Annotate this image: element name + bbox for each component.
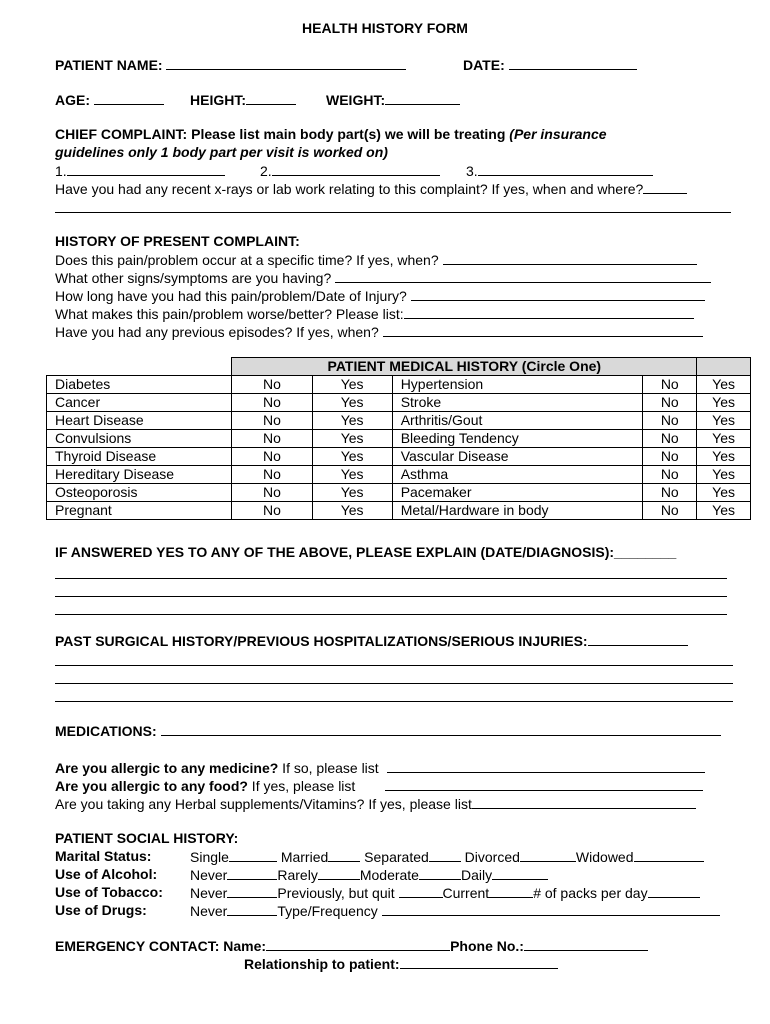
weight-label: WEIGHT:	[326, 92, 386, 108]
age-row	[55, 91, 164, 109]
present-q4-row	[55, 305, 694, 323]
emergency-phone-field[interactable]	[524, 937, 648, 951]
no-option[interactable]: No	[643, 412, 697, 430]
table-row	[47, 502, 751, 520]
condition-left: Pregnant	[47, 502, 232, 520]
food-allergy-row	[55, 777, 703, 795]
yes-option[interactable]: Yes	[697, 376, 751, 394]
condition-left: Diabetes	[47, 376, 232, 394]
no-option[interactable]: No	[232, 430, 312, 448]
condition-right: Bleeding Tendency	[392, 430, 643, 448]
alcohol-rarely-field[interactable]	[318, 866, 360, 880]
table-row	[47, 430, 751, 448]
marital-single-field[interactable]	[229, 848, 277, 862]
tobacco-previously-field[interactable]	[399, 884, 443, 898]
complaint-item-1	[55, 162, 225, 180]
medical-history-header-row	[47, 358, 751, 376]
tobacco-never: Never	[190, 885, 228, 901]
no-option[interactable]: No	[232, 376, 312, 394]
weight-field[interactable]	[385, 91, 460, 105]
xray-field[interactable]	[643, 180, 687, 194]
marital-widowed-field[interactable]	[634, 848, 704, 862]
date-row	[463, 56, 637, 74]
food-allergy-field[interactable]	[385, 777, 703, 791]
drugs-options	[190, 902, 720, 920]
medicine-allergy-field[interactable]	[387, 759, 705, 773]
yes-option[interactable]: Yes	[312, 502, 392, 520]
emergency-name-field[interactable]	[266, 937, 450, 951]
table-row	[47, 412, 751, 430]
marital-options	[190, 848, 704, 866]
marital-single: Single	[190, 849, 229, 865]
height-row	[190, 91, 296, 109]
yes-option[interactable]: Yes	[312, 430, 392, 448]
herbal-row	[55, 795, 696, 813]
present-q1-field[interactable]	[443, 251, 697, 265]
no-option[interactable]: No	[232, 466, 312, 484]
surgical-line-1[interactable]	[55, 665, 733, 666]
present-q3: How long have you had this pain/problem/Date of Injury?	[55, 288, 407, 304]
height-field[interactable]	[246, 91, 296, 105]
tobacco-packs-field[interactable]	[648, 884, 700, 898]
present-q5-field[interactable]	[383, 323, 703, 337]
age-field[interactable]	[94, 91, 164, 105]
header-filler	[697, 358, 751, 376]
emergency-name-label: Name:	[223, 938, 267, 954]
present-q3-row	[55, 287, 705, 305]
marital-separated-field[interactable]	[429, 848, 461, 862]
present-q1: Does this pain/problem occur at a specific time? If yes, when?	[55, 252, 439, 268]
table-row	[47, 448, 751, 466]
header-blank	[47, 358, 232, 376]
patient-name-row	[55, 56, 406, 74]
condition-right: Metal/Hardware in body	[392, 502, 643, 520]
no-option[interactable]: No	[643, 448, 697, 466]
medical-history-header: PATIENT MEDICAL HISTORY (Circle One)	[232, 358, 697, 376]
date-label: DATE:	[463, 57, 505, 73]
drugs-never: Never	[190, 903, 228, 919]
tobacco-current-field[interactable]	[489, 884, 533, 898]
medicine-allergy-row	[55, 759, 705, 777]
condition-right: Arthritis/Gout	[392, 412, 643, 430]
drugs-type: Type/Frequency	[277, 903, 378, 919]
yes-option[interactable]: Yes	[697, 412, 751, 430]
present-q4-field[interactable]	[404, 305, 694, 319]
present-complaint-heading: HISTORY OF PRESENT COMPLAINT:	[55, 233, 300, 249]
condition-right: Stroke	[392, 394, 643, 412]
drugs-never-field[interactable]	[227, 902, 277, 916]
complaint-item-1-label: 1.	[55, 163, 67, 179]
insurance-note-cont: guidelines only 1 body part per visit is worked on)	[55, 144, 388, 160]
no-option[interactable]: No	[232, 502, 312, 520]
emergency-phone-label: Phone No.:	[450, 938, 524, 954]
marital-widowed: Widowed	[575, 849, 634, 865]
alcohol-moderate-field[interactable]	[419, 866, 461, 880]
complaint-item-3-field[interactable]	[478, 162, 653, 176]
tobacco-current: Current	[442, 885, 490, 901]
table-row	[47, 376, 751, 394]
no-option[interactable]: No	[643, 430, 697, 448]
present-q5-row	[55, 323, 703, 341]
height-label: HEIGHT:	[190, 92, 246, 108]
present-q1-row	[55, 251, 697, 269]
insurance-note: (Per insurance	[509, 126, 607, 142]
surgical-line-2[interactable]	[55, 683, 733, 684]
medicine-allergy-question: Are you allergic to any medicine?	[55, 760, 279, 776]
drugs-label: Use of Drugs:	[55, 902, 147, 918]
alcohol-daily-field[interactable]	[492, 866, 548, 880]
marital-divorced: Divorced	[464, 849, 520, 865]
condition-left: Convulsions	[47, 430, 232, 448]
present-q3-field[interactable]	[411, 287, 705, 301]
herbal-question: Are you taking any Herbal supplements/Vitamins? If yes, please list	[55, 796, 472, 812]
surgical-line-3[interactable]	[55, 701, 733, 702]
medicine-allergy-rest: If so, please list	[278, 760, 379, 776]
no-option[interactable]: No	[232, 484, 312, 502]
present-q2: What other signs/symptoms are you having?	[55, 270, 332, 286]
table-row	[47, 394, 751, 412]
condition-left: Osteoporosis	[47, 484, 232, 502]
medications-row	[55, 722, 721, 740]
no-option[interactable]: No	[643, 466, 697, 484]
no-option[interactable]: No	[643, 502, 697, 520]
tobacco-never-field[interactable]	[227, 884, 277, 898]
condition-right: Vascular Disease	[392, 448, 643, 466]
social-heading: PATIENT SOCIAL HISTORY:	[55, 830, 239, 846]
chief-complaint-heading: CHIEF COMPLAINT: Please list main body part(s) we will be treating	[55, 126, 506, 142]
condition-left: Hereditary Disease	[47, 466, 232, 484]
complaint-item-2-label: 2.	[260, 163, 272, 179]
date-field[interactable]	[509, 56, 637, 70]
alcohol-label: Use of Alcohol:	[55, 866, 158, 882]
no-option[interactable]: No	[232, 394, 312, 412]
form-title: HEALTH HISTORY FORM	[302, 20, 468, 36]
present-q2-field[interactable]	[335, 269, 711, 283]
patient-name-label: PATIENT NAME:	[55, 57, 163, 73]
marital-married-field[interactable]	[328, 848, 360, 862]
yes-option[interactable]: Yes	[697, 466, 751, 484]
condition-left: Heart Disease	[47, 412, 232, 430]
yes-option[interactable]: Yes	[312, 484, 392, 502]
surgical-field[interactable]	[588, 632, 688, 646]
alcohol-options	[190, 866, 548, 884]
condition-right: Hypertension	[392, 376, 643, 394]
alcohol-moderate: Moderate	[359, 867, 419, 883]
surgical-row	[55, 632, 688, 650]
table-row	[47, 466, 751, 484]
yes-option[interactable]: Yes	[697, 430, 751, 448]
condition-right: Asthma	[392, 466, 643, 484]
present-q5: Have you had any previous episodes? If yes, when?	[55, 324, 379, 340]
complaint-item-1-field[interactable]	[67, 162, 225, 176]
no-option[interactable]: No	[643, 376, 697, 394]
yes-option[interactable]: Yes	[697, 484, 751, 502]
emergency-label: EMERGENCY CONTACT:	[55, 938, 220, 954]
complaint-item-2	[260, 162, 440, 180]
medical-history-table	[46, 357, 751, 520]
xray-question-row	[55, 180, 687, 198]
drugs-type-field[interactable]	[382, 902, 720, 916]
table-row	[47, 484, 751, 502]
tobacco-label: Use of Tobacco:	[55, 884, 163, 900]
weight-row	[326, 91, 460, 109]
condition-left: Thyroid Disease	[47, 448, 232, 466]
yes-option[interactable]: Yes	[312, 412, 392, 430]
explain-label: IF ANSWERED YES TO ANY OF THE ABOVE, PLEASE EXPLAIN (DATE/DIAGNOSIS):________	[55, 544, 677, 560]
xray-question: Have you had any recent x-rays or lab work relating to this complaint? If yes, when and where?	[55, 181, 644, 197]
yes-option[interactable]: Yes	[697, 394, 751, 412]
tobacco-options	[190, 884, 700, 902]
marital-married: Married	[280, 849, 329, 865]
explain-line-2[interactable]	[55, 596, 727, 597]
alcohol-never: Never	[190, 867, 228, 883]
yes-option[interactable]: Yes	[312, 376, 392, 394]
no-option[interactable]: No	[232, 412, 312, 430]
yes-option[interactable]: Yes	[312, 394, 392, 412]
alcohol-daily: Daily	[460, 867, 493, 883]
marital-separated: Separated	[364, 849, 429, 865]
herbal-field[interactable]	[472, 795, 696, 809]
present-q4: What makes this pain/problem worse/better? Please list:	[55, 306, 404, 322]
age-label: AGE:	[55, 92, 90, 108]
no-option[interactable]: No	[643, 394, 697, 412]
alcohol-rarely: Rarely	[277, 867, 318, 883]
marital-label: Marital Status:	[55, 848, 152, 864]
patient-name-field[interactable]	[166, 56, 406, 70]
present-q2-row	[55, 269, 711, 287]
complaint-item-3-label: 3.	[466, 163, 478, 179]
condition-left: Cancer	[47, 394, 232, 412]
medications-label: MEDICATIONS:	[55, 723, 157, 739]
yes-option[interactable]: Yes	[312, 448, 392, 466]
food-allergy-question: Are you allergic to any food?	[55, 778, 248, 794]
surgical-label: PAST SURGICAL HISTORY/PREVIOUS HOSPITALIZATIONS/SERIOUS INJURIES:	[55, 633, 588, 649]
medications-field[interactable]	[161, 722, 721, 736]
explain-line-1[interactable]	[55, 578, 727, 579]
xray-line-2[interactable]	[55, 212, 731, 213]
relationship-label: Relationship to patient:	[244, 956, 400, 972]
chief-complaint-heading-row	[55, 126, 607, 143]
yes-option[interactable]: Yes	[697, 502, 751, 520]
complaint-item-3	[466, 162, 653, 180]
food-allergy-rest: If yes, please list	[247, 778, 356, 794]
relationship-field[interactable]	[400, 955, 558, 969]
condition-right: Pacemaker	[392, 484, 643, 502]
tobacco-previously: Previously, but quit	[277, 885, 395, 901]
alcohol-never-field[interactable]	[227, 866, 277, 880]
no-option[interactable]: No	[643, 484, 697, 502]
emergency-row	[55, 937, 648, 955]
yes-option[interactable]: Yes	[697, 448, 751, 466]
complaint-item-2-field[interactable]	[272, 162, 440, 176]
explain-line-3[interactable]	[55, 614, 727, 615]
no-option[interactable]: No	[232, 448, 312, 466]
marital-divorced-field[interactable]	[520, 848, 576, 862]
yes-option[interactable]: Yes	[312, 466, 392, 484]
tobacco-packs: # of packs per day	[533, 885, 648, 901]
relationship-row	[244, 955, 558, 973]
